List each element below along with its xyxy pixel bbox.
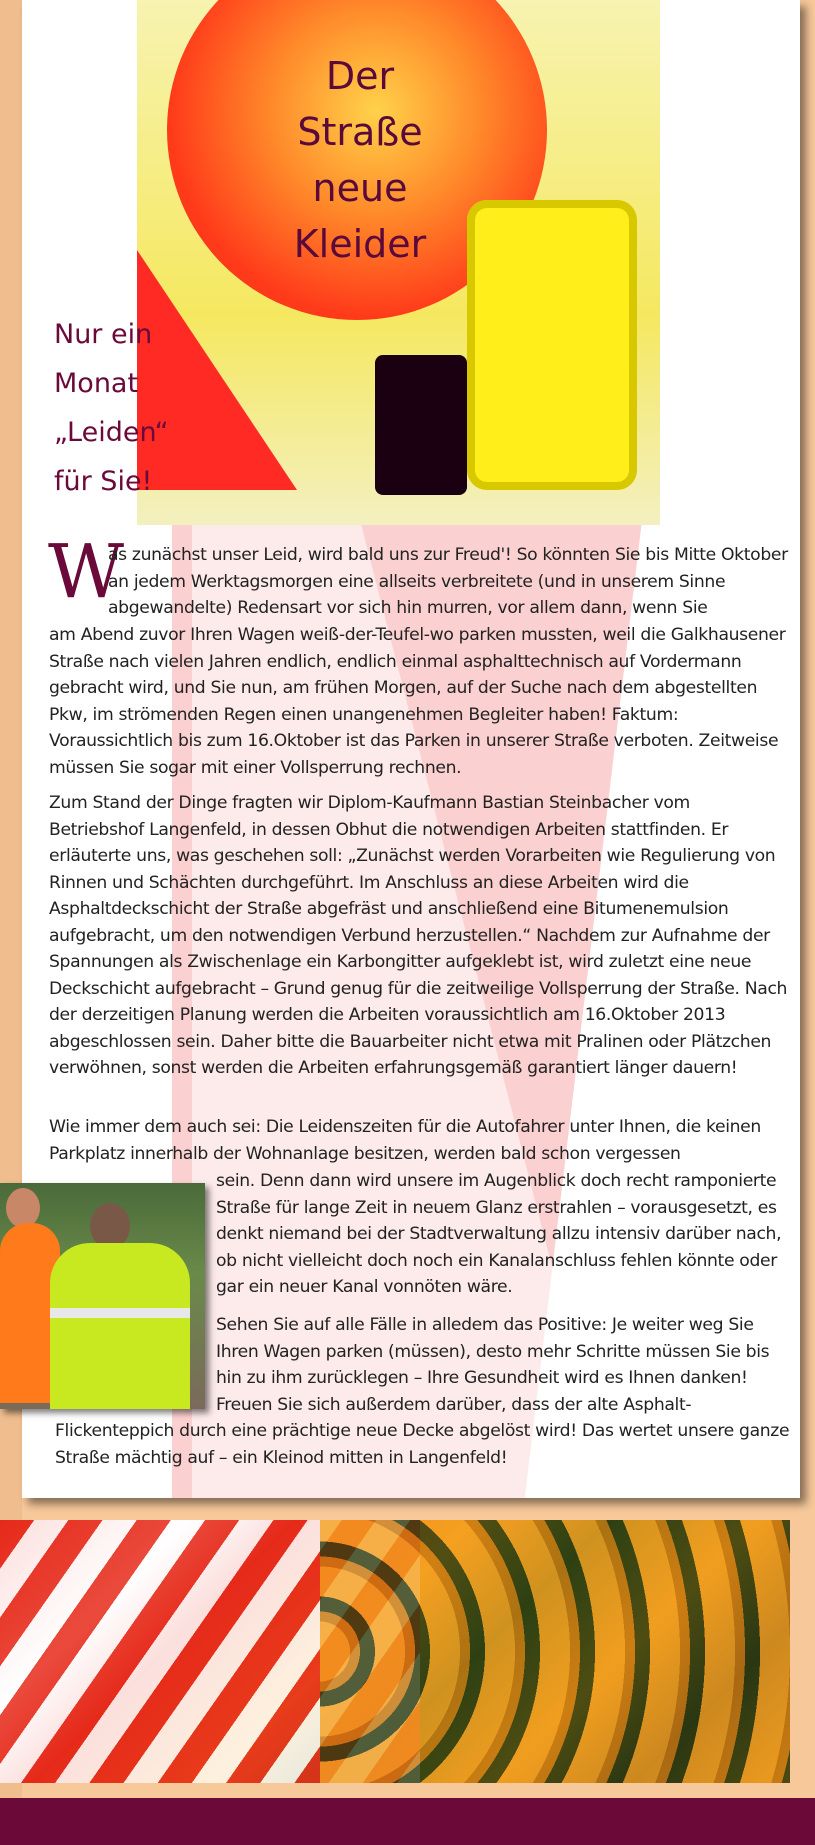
paragraph-3-continued: sein. Denn dann wird unsere im Augenblick doch recht ramponierte Straße für lange Zeit in neuem Glanz erstrahlen – vorausgesetzt, es denkt niemand bei der Stadtverwaltung allzu intensiv darüber nach, ob nicht vielleicht doch noch ein Kanalanschluss fehlen könnte oder gar ein neuer Kanal vonnöten wäre. bbox=[216, 1171, 782, 1297]
paragraph-1-continued: am Abend zuvor Ihren Wagen weiß-der-Teufel-wo parken mussten, weil die Galkhausener Straße nach vielen Jahren endlich, endlich einmal asphalttechnisch auf Vordermann gebracht wird, und Sie nun, am frühen Morgen, auf der Suche nach dem abgestellten Pkw, im strömenden Regen einen unangenehmen Begleiter haben! Faktum: Voraussichtlich bis zum 16.Oktober ist das Parken in unserer Straße verboten. Zeitweise müssen Sie sogar mit einer Vollsperrung rechnen. bbox=[49, 625, 786, 778]
warning-lamps-row bbox=[320, 1520, 790, 1783]
paragraph-1-intro: as zunächst unser Leid, wird bald uns zur Freud'! So könnten Sie bis Mitte Oktober an jedem Werktagsmorgen eine allseits verbreitete (und in unserem Sinne abgewandelte) Redensart vor sich hin murren, vor allem dann, wenn Sie bbox=[108, 545, 788, 618]
paragraph-3-start: Wie immer dem auch sei: Die Leidenszeiten für die Autofahrer unter Ihnen, die keinen Parkplatz innerhalb der Wohnanlage besitzen, werden bald schon vergessen bbox=[49, 1117, 761, 1164]
headline-line: Kleider bbox=[293, 222, 427, 266]
footer-bar bbox=[0, 1798, 815, 1845]
reflective-stripe bbox=[50, 1308, 190, 1318]
headline-line: Der bbox=[325, 54, 395, 98]
kicker-line: für Sie! bbox=[54, 466, 153, 497]
photo-barrier-lamps-collage bbox=[0, 1520, 790, 1783]
headline bbox=[290, 48, 430, 272]
drop-cap: W bbox=[48, 529, 125, 615]
kicker-line: Monat bbox=[54, 368, 139, 399]
worker-yellow-vest bbox=[50, 1243, 190, 1409]
headline-line: neue bbox=[312, 166, 408, 210]
kicker-line: „Leiden“ bbox=[54, 417, 169, 448]
photo-construction-workers bbox=[0, 1183, 205, 1409]
lamp-battery-box bbox=[467, 200, 637, 490]
worker-head bbox=[6, 1188, 40, 1228]
kicker bbox=[54, 310, 169, 506]
paragraph-4-start: Sehen Sie auf alle Fälle in alledem das Positive: Je weiter weg Sie Ihren Wagen parken (müssen), desto mehr Schritte müssen Sie bis hin zu ihm zurücklegen – Ihre Gesundheit wird es Ihnen danken! Freuen Sie sich außerdem darüber, dass der alte Asphalt- bbox=[216, 1315, 770, 1415]
headline-line: Straße bbox=[297, 110, 423, 154]
paragraph-4-continued: Flickenteppich durch eine prächtige neue Decke abgelöst wird! Das wertet unsere ganze Straße mächtig auf – ein Kleinod mitten in Langenfeld! bbox=[55, 1421, 790, 1468]
lamp-switch-box bbox=[375, 355, 467, 495]
kicker-line: Nur ein bbox=[54, 319, 153, 350]
paragraph-2: Zum Stand der Dinge fragten wir Diplom-Kaufmann Bastian Steinbacher vom Betriebshof Langenfeld, in dessen Obhut die notwendigen Arbeiten stattfinden. Er erläuterte uns, was geschehen soll: „Zunächst werden Vorarbeiten wie Regulierung von Rinnen und Schächten durchgeführt. Im Anschluss an diese Arbeiten wird die Asphaltdeckschicht der Straße abgefräst und anschließend eine Bitumenemulsion aufgebracht, um den notwendigen Verbund herzustellen.“ Nachdem zur Aufnahme der Spannungen als Zwischenlage ein Karbongitter aufgeklebt ist, wird zuletzt eine neue Deckschicht aufgebracht – Grund genug für die zeitweilige Vollsperrung der Straße. Nach der derzeitigen Planung werden die Arbeiten voraussichtlich am 16.Oktober 2013 abgeschlossen sein. Daher bitte die Bauarbeiter nicht etwa mit Pralinen oder Plätzchen verwöhnen, sonst werden die Arbeiten erfahrungsgemäß garantiert länger dauern! bbox=[49, 793, 788, 1078]
